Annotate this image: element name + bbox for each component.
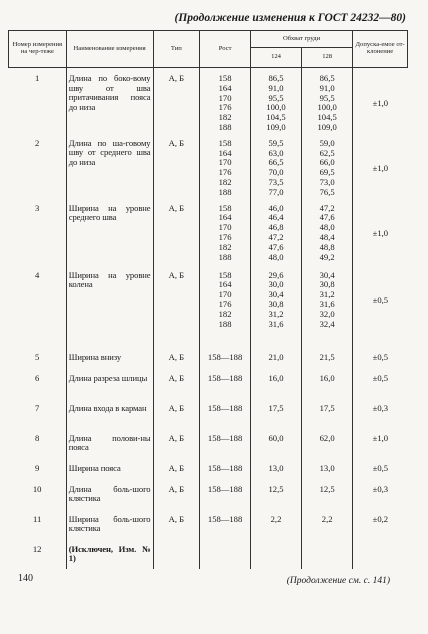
measurements-table bbox=[8, 30, 408, 569]
chest-128-cell-value: 66,0 bbox=[319, 157, 335, 168]
tolerance-cell: ±0,5 bbox=[353, 368, 408, 398]
table-body bbox=[9, 68, 408, 569]
chest-128-cell-value: 17,5 bbox=[319, 402, 335, 413]
growth-cell bbox=[200, 479, 251, 509]
tolerance-cell: ±0,3 bbox=[353, 398, 408, 428]
chest-124-cell-value: 63,0 bbox=[268, 147, 284, 158]
figure-type: А, Б bbox=[153, 458, 200, 479]
chest-124-cell bbox=[250, 68, 301, 133]
chest-124-cell-value: 46,4 bbox=[268, 212, 284, 223]
chest-124-cell-value: 100,0 bbox=[266, 102, 286, 113]
chest-124-cell bbox=[250, 428, 301, 458]
chest-128-cell-value: 59,0 bbox=[319, 137, 335, 148]
growth-cell-value: 170 bbox=[218, 289, 232, 300]
growth-cell bbox=[200, 347, 251, 368]
chest-124-cell-value: 66,5 bbox=[268, 157, 284, 168]
chest-128-cell bbox=[302, 539, 353, 569]
chest-128-cell-value: 30,8 bbox=[319, 279, 335, 290]
chest-128-cell-value: 31,2 bbox=[319, 289, 335, 300]
chest-128-cell-value: 32,4 bbox=[319, 318, 335, 329]
chest-124-cell-value: 16,0 bbox=[268, 372, 284, 383]
chest-124-cell bbox=[250, 347, 301, 368]
chest-128-cell-value: 2,2 bbox=[321, 513, 333, 524]
growth-cell-value: 170 bbox=[218, 222, 232, 233]
col-number-header: Номер измерения на чер-теже bbox=[9, 31, 67, 68]
chest-128-cell bbox=[302, 428, 353, 458]
col-chest-128-header: 128 bbox=[302, 48, 353, 68]
chest-128-cell-value: 48,0 bbox=[319, 222, 335, 233]
growth-cell-value: 176 bbox=[218, 298, 232, 309]
measure-number: 9 bbox=[34, 462, 40, 473]
measure-name: Длина входа в карман bbox=[66, 398, 153, 428]
chest-128-cell-value: 76,5 bbox=[319, 186, 335, 197]
growth-cell-value: 182 bbox=[218, 176, 232, 187]
tolerance-cell: ±0,3 bbox=[353, 479, 408, 509]
figure-type: А, Б bbox=[153, 428, 200, 458]
measure-number: 5 bbox=[34, 351, 40, 362]
table-row bbox=[9, 428, 408, 458]
chest-128-cell-value: 100,0 bbox=[317, 102, 337, 113]
growth-cell-value: 158—188 bbox=[207, 402, 243, 413]
growth-cell-value: 158 bbox=[218, 202, 232, 213]
table-row bbox=[9, 458, 408, 479]
table-row bbox=[9, 198, 408, 265]
growth-cell-value: 158—188 bbox=[207, 372, 243, 383]
growth-cell bbox=[200, 265, 251, 347]
chest-128-cell-value: 73,0 bbox=[319, 176, 335, 187]
chest-128-cell-value: 13,0 bbox=[319, 462, 335, 473]
chest-128-cell-value: 104,5 bbox=[317, 112, 337, 123]
chest-124-cell-value: 47,2 bbox=[268, 231, 284, 242]
chest-128-cell-value: 48,8 bbox=[319, 241, 335, 252]
col-chest-124-header: 124 bbox=[250, 48, 301, 68]
growth-cell-value: 158—188 bbox=[207, 513, 243, 524]
chest-128-cell bbox=[302, 133, 353, 198]
chest-124-cell-value: 17,5 bbox=[268, 402, 284, 413]
tolerance-cell: ±0,5 bbox=[353, 458, 408, 479]
growth-cell bbox=[200, 539, 251, 569]
chest-128-cell-value: 12,5 bbox=[319, 483, 335, 494]
chest-128-cell-value: 109,0 bbox=[317, 121, 337, 132]
figure-type: А, Б bbox=[153, 68, 200, 133]
table-row bbox=[9, 133, 408, 198]
chest-124-cell-value: 104,5 bbox=[266, 112, 286, 123]
growth-cell-value: 164 bbox=[218, 82, 232, 93]
col-type-header: Тип bbox=[153, 31, 200, 68]
chest-124-cell-value: 31,2 bbox=[268, 308, 284, 319]
chest-124-cell-value: 47,6 bbox=[268, 241, 284, 252]
chest-128-cell-value: 62,0 bbox=[319, 432, 335, 443]
growth-cell bbox=[200, 368, 251, 398]
figure-type: А, Б bbox=[153, 479, 200, 509]
chest-124-cell-value: 46,8 bbox=[268, 222, 284, 233]
chest-124-cell-value: 30,4 bbox=[268, 289, 284, 300]
growth-cell-value: 188 bbox=[218, 318, 232, 329]
figure-type: А, Б bbox=[153, 198, 200, 265]
chest-124-cell-value: 2,2 bbox=[270, 513, 282, 524]
chest-128-cell bbox=[302, 458, 353, 479]
chest-124-cell-value: 21,0 bbox=[268, 351, 284, 362]
growth-cell-value: 164 bbox=[218, 212, 232, 223]
figure-type: А, Б bbox=[153, 368, 200, 398]
chest-128-cell-value: 86,5 bbox=[319, 73, 335, 83]
growth-cell bbox=[200, 428, 251, 458]
table-row bbox=[9, 368, 408, 398]
growth-cell-value: 182 bbox=[218, 241, 232, 252]
table-row bbox=[9, 68, 408, 133]
figure-type: А, Б bbox=[153, 133, 200, 198]
chest-124-cell-value: 95,5 bbox=[268, 92, 284, 103]
growth-cell-value: 170 bbox=[218, 157, 232, 168]
chest-124-cell-value: 91,0 bbox=[268, 82, 284, 93]
growth-cell-value: 158—188 bbox=[207, 351, 243, 362]
chest-124-cell bbox=[250, 368, 301, 398]
chest-124-cell-value: 12,5 bbox=[268, 483, 284, 494]
chest-124-cell-value: 13,0 bbox=[268, 462, 284, 473]
chest-128-cell-value: 95,5 bbox=[319, 92, 335, 103]
growth-cell-value: 158—188 bbox=[207, 483, 243, 494]
chest-124-cell-value: 86,5 bbox=[268, 73, 284, 83]
measure-name: Ширина боль-шого клястика bbox=[66, 509, 153, 539]
chest-128-cell bbox=[302, 198, 353, 265]
measure-name: (Исключен, Изм. № 1) bbox=[66, 539, 153, 569]
growth-cell bbox=[200, 509, 251, 539]
figure-type: А, Б bbox=[153, 347, 200, 368]
tolerance-cell: ±1,0 bbox=[353, 198, 408, 265]
chest-128-cell-value: 21,5 bbox=[319, 351, 335, 362]
measure-name: Ширина внизу bbox=[66, 347, 153, 368]
chest-124-cell-value: 109,0 bbox=[266, 121, 286, 132]
growth-cell-value: 188 bbox=[218, 121, 232, 132]
growth-cell bbox=[200, 68, 251, 133]
growth-cell-value: 182 bbox=[218, 308, 232, 319]
growth-cell-value: 188 bbox=[218, 186, 232, 197]
growth-cell bbox=[200, 198, 251, 265]
chest-124-cell bbox=[250, 133, 301, 198]
measure-name: Длина разреза шлицы bbox=[66, 368, 153, 398]
chest-128-cell-value: 47,2 bbox=[319, 202, 335, 213]
measure-name: Длина полови-ны пояса bbox=[66, 428, 153, 458]
measure-number: 12 bbox=[32, 543, 42, 554]
page-number: 140 bbox=[18, 573, 33, 584]
chest-128-cell-value: 69,5 bbox=[319, 167, 335, 178]
chest-124-cell-value: 77,0 bbox=[268, 186, 284, 197]
chest-124-cell-value: 46,0 bbox=[268, 202, 284, 213]
chest-128-cell bbox=[302, 68, 353, 133]
growth-cell bbox=[200, 398, 251, 428]
chest-124-cell bbox=[250, 265, 301, 347]
measure-name: Длина по ша-говому шву от среднего шва до низа bbox=[66, 133, 153, 198]
chest-124-cell bbox=[250, 398, 301, 428]
chest-124-cell-value: 73,5 bbox=[268, 176, 284, 187]
chest-128-cell bbox=[302, 265, 353, 347]
chest-124-cell bbox=[250, 539, 301, 569]
growth-cell bbox=[200, 458, 251, 479]
growth-cell-value: 176 bbox=[218, 231, 232, 242]
measure-number: 7 bbox=[34, 402, 40, 413]
table-row bbox=[9, 347, 408, 368]
tolerance-cell: ±0,5 bbox=[353, 347, 408, 368]
tolerance-cell: ±1,0 bbox=[353, 428, 408, 458]
growth-cell-value: 164 bbox=[218, 279, 232, 290]
chest-128-cell bbox=[302, 368, 353, 398]
table-row bbox=[9, 539, 408, 569]
tolerance-cell: ±0,5 bbox=[353, 265, 408, 347]
measure-name: Длина боль-шого клястика bbox=[66, 479, 153, 509]
tolerance-cell bbox=[353, 539, 408, 569]
chest-124-cell bbox=[250, 479, 301, 509]
header-continuation: (Продолжение изменения к ГОСТ 24232—80) bbox=[174, 12, 406, 24]
measure-name: Ширина на уровне колена bbox=[66, 265, 153, 347]
growth-cell-value: 176 bbox=[218, 167, 232, 178]
chest-124-cell bbox=[250, 458, 301, 479]
footer-note: (Продолжение см. с. 141) bbox=[286, 576, 390, 586]
figure-type: А, Б bbox=[153, 398, 200, 428]
col-tolerance-header: Допуска-емое от-клонение bbox=[353, 31, 408, 68]
tolerance-cell: ±1,0 bbox=[353, 68, 408, 133]
col-chest-header: Обхват груди bbox=[250, 31, 352, 48]
growth-cell-value: 158 bbox=[218, 137, 232, 148]
growth-cell-value: 176 bbox=[218, 102, 232, 113]
measure-number: 11 bbox=[32, 513, 42, 524]
measure-number: 4 bbox=[34, 269, 40, 280]
table-row bbox=[9, 398, 408, 428]
measure-number: 3 bbox=[34, 202, 40, 213]
chest-128-cell bbox=[302, 479, 353, 509]
growth-cell-value: 158 bbox=[218, 269, 232, 280]
table-row bbox=[9, 509, 408, 539]
chest-128-cell-value: 91,0 bbox=[319, 82, 335, 93]
col-name-header: Наименование измерения bbox=[66, 31, 153, 68]
chest-124-cell-value: 30,8 bbox=[268, 298, 284, 309]
tolerance-cell: ±1,0 bbox=[353, 133, 408, 198]
chest-128-cell-value: 32,0 bbox=[319, 308, 335, 319]
table-row bbox=[9, 479, 408, 509]
chest-124-cell-value: 31,6 bbox=[268, 318, 284, 329]
growth-cell-value: 188 bbox=[218, 251, 232, 262]
figure-type: А, Б bbox=[153, 265, 200, 347]
measure-number: 1 bbox=[34, 73, 40, 83]
growth-cell bbox=[200, 133, 251, 198]
chest-124-cell-value: 60,0 bbox=[268, 432, 284, 443]
chest-128-cell-value: 30,4 bbox=[319, 269, 335, 280]
measure-name: Длина по боко-вому шву от шва притачивания пояса до низа bbox=[66, 68, 153, 133]
chest-128-cell-value: 47,6 bbox=[319, 212, 335, 223]
chest-128-cell bbox=[302, 347, 353, 368]
growth-cell-value: 158 bbox=[218, 73, 232, 83]
chest-128-cell-value: 31,6 bbox=[319, 298, 335, 309]
growth-cell-value: 170 bbox=[218, 92, 232, 103]
measure-name: Ширина пояса bbox=[66, 458, 153, 479]
col-growth-header: Рост bbox=[200, 31, 251, 68]
tolerance-cell: ±0,2 bbox=[353, 509, 408, 539]
chest-124-cell-value: 48,0 bbox=[268, 251, 284, 262]
growth-cell-value: 158—188 bbox=[207, 462, 243, 473]
chest-124-cell-value: 30,0 bbox=[268, 279, 284, 290]
chest-128-cell-value: 48,4 bbox=[319, 231, 335, 242]
measure-number: 2 bbox=[34, 137, 40, 148]
chest-124-cell-value: 70,0 bbox=[268, 167, 284, 178]
chest-124-cell-value: 59,5 bbox=[268, 137, 284, 148]
growth-cell-value: 182 bbox=[218, 112, 232, 123]
chest-128-cell bbox=[302, 398, 353, 428]
chest-128-cell-value: 62,5 bbox=[319, 147, 335, 158]
table-row bbox=[9, 265, 408, 347]
figure-type: А, Б bbox=[153, 509, 200, 539]
measure-number: 6 bbox=[34, 372, 40, 383]
chest-124-cell-value: 29,6 bbox=[268, 269, 284, 280]
chest-124-cell bbox=[250, 509, 301, 539]
chest-124-cell bbox=[250, 198, 301, 265]
figure-type bbox=[153, 539, 200, 569]
chest-128-cell-value: 49,2 bbox=[319, 251, 335, 262]
growth-cell-value: 158—188 bbox=[207, 432, 243, 443]
chest-128-cell-value: 16,0 bbox=[319, 372, 335, 383]
measure-name: Ширина на уровне среднего шва bbox=[66, 198, 153, 265]
chest-128-cell bbox=[302, 509, 353, 539]
measure-number: 8 bbox=[34, 432, 40, 443]
growth-cell-value: 164 bbox=[218, 147, 232, 158]
measure-number: 10 bbox=[32, 483, 42, 494]
